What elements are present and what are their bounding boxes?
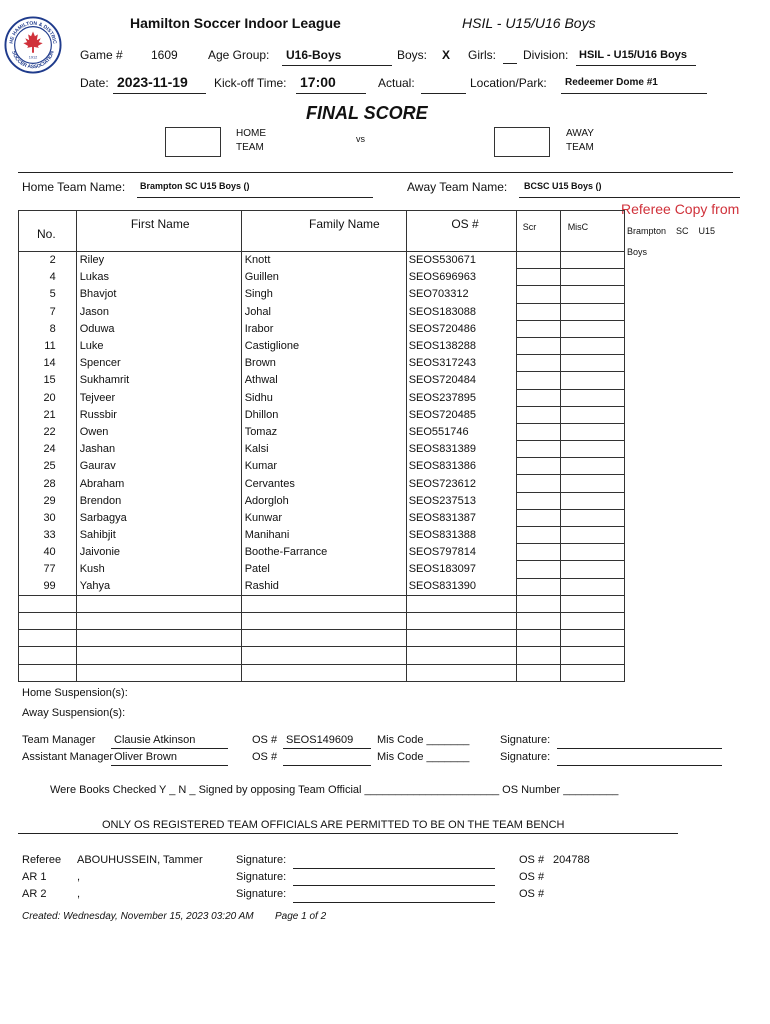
player-misc-cell[interactable] xyxy=(560,509,624,526)
player-family-name: Cervantes xyxy=(241,475,406,492)
actual-label: Actual: xyxy=(378,76,415,90)
table-row xyxy=(19,303,625,320)
empty-cell[interactable] xyxy=(241,595,406,612)
table-row xyxy=(19,544,625,561)
table-row xyxy=(19,337,625,354)
table-row xyxy=(19,492,625,509)
home-team-name[interactable]: Brampton SC U15 Boys () xyxy=(140,181,250,191)
player-os-number: SEO551746 xyxy=(406,423,516,440)
referee-copy-line1: Brampton SC U15 xyxy=(627,226,716,236)
player-family-name: Irabor xyxy=(241,320,406,337)
player-os-number: SEO703312 xyxy=(406,286,516,303)
boys-value[interactable]: X xyxy=(442,48,451,62)
empty-cell[interactable] xyxy=(560,630,624,647)
player-os-number: SEOS317243 xyxy=(406,355,516,372)
assistant-manager-name[interactable]: Oliver Brown xyxy=(114,751,177,763)
player-misc-cell[interactable] xyxy=(560,527,624,544)
player-misc-cell[interactable] xyxy=(560,269,624,286)
empty-cell[interactable] xyxy=(19,630,77,647)
player-scr-cell[interactable] xyxy=(516,252,560,269)
player-first-name: Jason xyxy=(76,303,241,320)
table-row xyxy=(19,286,625,303)
bench-notice: ONLY OS REGISTERED TEAM OFFICIALS ARE PERMITTED TO BE ON THE TEAM BENCH xyxy=(102,819,565,831)
table-row xyxy=(19,458,625,475)
table-row xyxy=(19,441,625,458)
empty-cell[interactable] xyxy=(406,664,516,681)
referee-os-label: OS # xyxy=(519,854,545,866)
date-value[interactable]: 2023-11-19 xyxy=(117,74,188,90)
player-first-name: Bhavjot xyxy=(76,286,241,303)
player-misc-cell[interactable] xyxy=(560,372,624,389)
empty-cell[interactable] xyxy=(241,630,406,647)
player-os-number: SEOS831389 xyxy=(406,441,516,458)
player-family-name: Sidhu xyxy=(241,389,406,406)
empty-cell[interactable] xyxy=(406,612,516,629)
referee-name: ABOUHUSSEIN, Tammer xyxy=(77,854,203,866)
player-scr-cell[interactable] xyxy=(516,372,560,389)
assistant-manager-label: Assistant Manager xyxy=(22,751,114,763)
player-misc-cell[interactable] xyxy=(560,355,624,372)
away-team-label-1: AWAY xyxy=(566,128,594,139)
ar1-os-label: OS # xyxy=(519,871,545,883)
player-scr-cell[interactable] xyxy=(516,578,560,595)
away-suspension-label: Away Suspension(s): xyxy=(22,707,126,719)
player-scr-cell[interactable] xyxy=(516,544,560,561)
player-scr-cell[interactable] xyxy=(516,406,560,423)
empty-cell[interactable] xyxy=(560,595,624,612)
empty-cell[interactable] xyxy=(560,612,624,629)
ar1-label: AR 1 xyxy=(22,871,47,883)
empty-table-row[interactable] xyxy=(19,664,625,681)
player-family-name: Brown xyxy=(241,355,406,372)
player-first-name: Yahya xyxy=(76,578,241,595)
player-os-number: SEOS831387 xyxy=(406,509,516,526)
empty-cell[interactable] xyxy=(76,630,241,647)
away-team-name-label: Away Team Name: xyxy=(407,180,508,194)
table-row xyxy=(19,389,625,406)
empty-cell[interactable] xyxy=(241,647,406,664)
association-logo xyxy=(4,16,62,74)
player-number: 8 xyxy=(19,320,77,337)
player-first-name: Sahibjit xyxy=(76,527,241,544)
referee-signature-label: Signature: xyxy=(236,854,287,866)
player-first-name: Jashan xyxy=(76,441,241,458)
player-misc-cell[interactable] xyxy=(560,320,624,337)
team-manager-mis-code[interactable]: Mis Code _______ xyxy=(377,734,470,746)
player-family-name: Guillen xyxy=(241,269,406,286)
home-team-name-label: Home Team Name: xyxy=(22,180,126,194)
date-label: Date: xyxy=(80,76,109,90)
table-row xyxy=(19,527,625,544)
table-row xyxy=(19,372,625,389)
player-family-name: Adorgloh xyxy=(241,492,406,509)
player-os-number: SEOS831390 xyxy=(406,578,516,595)
player-first-name: Gaurav xyxy=(76,458,241,475)
player-first-name: Brendon xyxy=(76,492,241,509)
empty-cell[interactable] xyxy=(516,612,560,629)
away-team-name[interactable]: BCSC U15 Boys () xyxy=(524,181,602,191)
player-family-name: Boothe-Farrance xyxy=(241,544,406,561)
game-label: Game # xyxy=(80,48,123,62)
player-misc-cell[interactable] xyxy=(560,337,624,354)
empty-cell[interactable] xyxy=(19,612,77,629)
player-number: 20 xyxy=(19,389,77,406)
player-os-number: SEOS831386 xyxy=(406,458,516,475)
col-header-first-name: First Name xyxy=(76,211,241,252)
player-family-name: Kumar xyxy=(241,458,406,475)
player-family-name: Singh xyxy=(241,286,406,303)
empty-cell[interactable] xyxy=(406,595,516,612)
player-os-number: SEOS723612 xyxy=(406,475,516,492)
home-team-label-1: HOME xyxy=(236,128,266,139)
player-misc-cell[interactable] xyxy=(560,252,624,269)
roster-table xyxy=(18,210,625,682)
empty-cell[interactable] xyxy=(516,647,560,664)
player-os-number: SEOS720486 xyxy=(406,320,516,337)
table-row xyxy=(19,355,625,372)
location-value[interactable]: Redeemer Dome #1 xyxy=(565,77,658,88)
empty-table-row[interactable] xyxy=(19,612,625,629)
referee-copy-title: Referee Copy from xyxy=(621,201,740,217)
team-manager-label: Team Manager xyxy=(22,734,96,746)
player-family-name: Castiglione xyxy=(241,337,406,354)
ar1-name: , xyxy=(77,871,81,883)
empty-cell[interactable] xyxy=(516,664,560,681)
player-number: 5 xyxy=(19,286,77,303)
final-score-title: FINAL SCORE xyxy=(306,103,428,123)
table-row xyxy=(19,406,625,423)
empty-cell[interactable] xyxy=(19,647,77,664)
game-number: 1609 xyxy=(151,48,178,62)
empty-cell[interactable] xyxy=(406,647,516,664)
referee-label: Referee xyxy=(22,854,62,866)
player-family-name: Johal xyxy=(241,303,406,320)
player-os-number: SEOS530671 xyxy=(406,252,516,269)
player-scr-cell[interactable] xyxy=(516,337,560,354)
player-first-name: Owen xyxy=(76,423,241,440)
player-scr-cell[interactable] xyxy=(516,527,560,544)
player-first-name: Jaivonie xyxy=(76,544,241,561)
ar2-name: , xyxy=(77,888,81,900)
table-row xyxy=(19,561,625,578)
col-header-family-name: Family Name xyxy=(241,211,406,252)
player-number: 25 xyxy=(19,458,77,475)
empty-cell[interactable] xyxy=(241,664,406,681)
empty-cell[interactable] xyxy=(241,612,406,629)
division-value[interactable]: HSIL - U15/U16 Boys xyxy=(579,49,688,61)
player-family-name: Patel xyxy=(241,561,406,578)
empty-cell[interactable] xyxy=(560,647,624,664)
player-scr-cell[interactable] xyxy=(516,269,560,286)
player-scr-cell[interactable] xyxy=(516,423,560,440)
player-first-name: Kush xyxy=(76,561,241,578)
player-scr-cell[interactable] xyxy=(516,441,560,458)
player-scr-cell[interactable] xyxy=(516,389,560,406)
assistant-manager-mis-code[interactable]: Mis Code _______ xyxy=(377,751,470,763)
col-header-misc: MisC xyxy=(560,211,624,252)
home-score-box[interactable] xyxy=(165,127,221,157)
player-number: 21 xyxy=(19,406,77,423)
svg-text:SOCCER ASSOCIATION: SOCCER ASSOCIATION xyxy=(10,50,56,71)
empty-cell[interactable] xyxy=(76,664,241,681)
player-os-number: SEOS720484 xyxy=(406,372,516,389)
player-family-name: Rashid xyxy=(241,578,406,595)
player-scr-cell[interactable] xyxy=(516,303,560,320)
player-family-name: Kalsi xyxy=(241,441,406,458)
league-title: Hamilton Soccer Indoor League xyxy=(130,15,341,31)
player-number: 11 xyxy=(19,337,77,354)
player-number: 30 xyxy=(19,509,77,526)
player-os-number: SEOS237895 xyxy=(406,389,516,406)
away-team-label-2: TEAM xyxy=(566,142,594,153)
player-misc-cell[interactable] xyxy=(560,492,624,509)
player-family-name: Kunwar xyxy=(241,509,406,526)
player-misc-cell[interactable] xyxy=(560,423,624,440)
player-os-number: SEOS696963 xyxy=(406,269,516,286)
player-first-name: Riley xyxy=(76,252,241,269)
empty-cell[interactable] xyxy=(560,664,624,681)
table-row xyxy=(19,252,625,269)
age-group-label: Age Group: xyxy=(208,48,270,62)
player-number: 22 xyxy=(19,423,77,440)
kickoff-label: Kick-off Time: xyxy=(214,76,287,90)
player-number: 28 xyxy=(19,475,77,492)
vs-label: vs xyxy=(356,134,365,144)
kickoff-value[interactable]: 17:00 xyxy=(300,74,336,90)
player-number: 99 xyxy=(19,578,77,595)
player-number: 24 xyxy=(19,441,77,458)
player-scr-cell[interactable] xyxy=(516,355,560,372)
player-number: 33 xyxy=(19,527,77,544)
referee-os: 204788 xyxy=(553,854,590,866)
player-family-name: Tomaz xyxy=(241,423,406,440)
player-os-number: SEOS720485 xyxy=(406,406,516,423)
ar2-signature-label: Signature: xyxy=(236,888,287,900)
empty-table-row[interactable] xyxy=(19,647,625,664)
empty-cell[interactable] xyxy=(76,595,241,612)
player-misc-cell[interactable] xyxy=(560,286,624,303)
col-header-scr: Scr xyxy=(516,211,560,252)
table-row xyxy=(19,509,625,526)
empty-cell[interactable] xyxy=(516,595,560,612)
player-first-name: Tejveer xyxy=(76,389,241,406)
player-first-name: Lukas xyxy=(76,269,241,286)
ar2-os-label: OS # xyxy=(519,888,545,900)
division-label: Division: xyxy=(523,48,569,62)
player-scr-cell[interactable] xyxy=(516,561,560,578)
player-misc-cell[interactable] xyxy=(560,475,624,492)
svg-text:THE HAMILTON & DISTRICT: HE HAMILTON & DISTRIC xyxy=(8,20,58,45)
player-misc-cell[interactable] xyxy=(560,303,624,320)
player-misc-cell[interactable] xyxy=(560,441,624,458)
referee-copy-line2: Boys xyxy=(627,247,648,257)
ar2-label: AR 2 xyxy=(22,888,47,900)
team-manager-name[interactable]: Clausie Atkinson xyxy=(114,734,196,746)
empty-cell[interactable] xyxy=(406,630,516,647)
player-number: 15 xyxy=(19,372,77,389)
player-scr-cell[interactable] xyxy=(516,286,560,303)
player-scr-cell[interactable] xyxy=(516,492,560,509)
player-misc-cell[interactable] xyxy=(560,389,624,406)
player-first-name: Abraham xyxy=(76,475,241,492)
away-score-box[interactable] xyxy=(494,127,550,157)
footer-page: Page 1 of 2 xyxy=(275,911,327,922)
team-manager-os[interactable]: SEOS149609 xyxy=(286,734,354,746)
player-family-name: Manihani xyxy=(241,527,406,544)
player-number: 40 xyxy=(19,544,77,561)
ar1-signature-label: Signature: xyxy=(236,871,287,883)
player-number: 7 xyxy=(19,303,77,320)
team-manager-os-label: OS # xyxy=(252,734,278,746)
player-family-name: Athwal xyxy=(241,372,406,389)
empty-table-row[interactable] xyxy=(19,595,625,612)
player-number: 29 xyxy=(19,492,77,509)
division-title: HSIL - U15/U16 Boys xyxy=(462,15,596,31)
player-first-name: Spencer xyxy=(76,355,241,372)
home-suspension-label: Home Suspension(s): xyxy=(22,687,128,699)
player-first-name: Luke xyxy=(76,337,241,354)
home-team-label-2: TEAM xyxy=(236,142,264,153)
assistant-manager-signature-label: Signature: xyxy=(500,751,551,763)
empty-cell[interactable] xyxy=(76,612,241,629)
player-os-number: SEOS237513 xyxy=(406,492,516,509)
player-number: 14 xyxy=(19,355,77,372)
location-label: Location/Park: xyxy=(470,76,547,90)
player-misc-cell[interactable] xyxy=(560,578,624,595)
team-manager-signature-label: Signature: xyxy=(500,734,551,746)
col-header-no: No. xyxy=(19,211,77,252)
player-family-name: Knott xyxy=(241,252,406,269)
player-scr-cell[interactable] xyxy=(516,320,560,337)
player-first-name: Sarbagya xyxy=(76,509,241,526)
table-row xyxy=(19,269,625,286)
empty-cell[interactable] xyxy=(19,664,77,681)
age-group-value[interactable]: U16-Boys xyxy=(286,48,342,62)
table-row xyxy=(19,320,625,337)
player-os-number: SEOS831388 xyxy=(406,527,516,544)
player-number: 77 xyxy=(19,561,77,578)
table-row xyxy=(19,578,625,595)
player-os-number: SEOS183088 xyxy=(406,303,516,320)
books-checked-line[interactable]: Were Books Checked Y _ N _ Signed by opposing Team Official ______________________ OS Number _________ xyxy=(50,784,619,796)
player-os-number: SEOS138288 xyxy=(406,337,516,354)
player-number: 2 xyxy=(19,252,77,269)
player-family-name: Dhillon xyxy=(241,406,406,423)
player-misc-cell[interactable] xyxy=(560,458,624,475)
empty-cell[interactable] xyxy=(19,595,77,612)
empty-table-row[interactable] xyxy=(19,630,625,647)
player-misc-cell[interactable] xyxy=(560,561,624,578)
player-first-name: Oduwa xyxy=(76,320,241,337)
assistant-manager-os-label: OS # xyxy=(252,751,278,763)
roster-body xyxy=(19,252,625,682)
col-header-os: OS # xyxy=(406,211,516,252)
svg-text:1912: 1912 xyxy=(28,55,38,60)
player-scr-cell[interactable] xyxy=(516,475,560,492)
table-row xyxy=(19,475,625,492)
player-scr-cell[interactable] xyxy=(516,458,560,475)
table-row xyxy=(19,423,625,440)
empty-cell[interactable] xyxy=(76,647,241,664)
girls-label: Girls: xyxy=(468,48,496,62)
player-misc-cell[interactable] xyxy=(560,406,624,423)
player-first-name: Russbir xyxy=(76,406,241,423)
player-os-number: SEOS797814 xyxy=(406,544,516,561)
footer-created: Created: Wednesday, November 15, 2023 03:20 AM xyxy=(22,911,254,922)
boys-label: Boys: xyxy=(397,48,428,62)
player-scr-cell[interactable] xyxy=(516,509,560,526)
player-first-name: Sukhamrit xyxy=(76,372,241,389)
player-misc-cell[interactable] xyxy=(560,544,624,561)
empty-cell[interactable] xyxy=(516,630,560,647)
player-number: 4 xyxy=(19,269,77,286)
player-os-number: SEOS183097 xyxy=(406,561,516,578)
